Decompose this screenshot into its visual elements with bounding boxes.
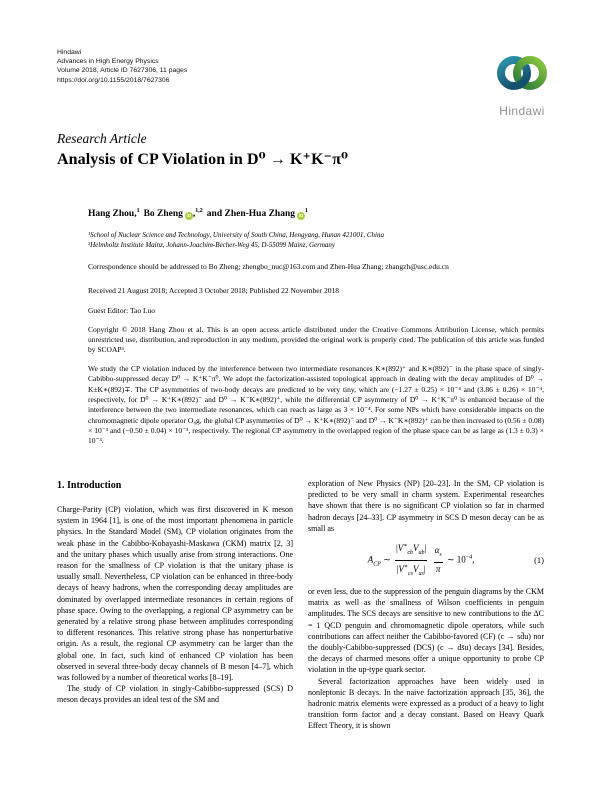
hindawi-rings-icon — [493, 50, 551, 98]
affiliations — [88, 231, 384, 250]
publisher-name: Hindawi — [57, 49, 82, 56]
orcid-icon[interactable]: iD — [186, 213, 192, 219]
eq-numerator: $\alpha_s$ — [434, 545, 443, 563]
eq-subscript: CP — [373, 561, 381, 568]
intro-paragraph-5: Several factorization approaches have been widely used in nonleptonic B decays. In the naive factorization approach [35, 36], the hadronic matrix elements were expressed as a product of a heavy to light transition form factor and a decay constant. Based on Heavy Quark Effect Theory, it is shown — [308, 676, 544, 731]
doi-link[interactable]: https://doi.org/10.1155/2018/7627306 — [57, 76, 170, 84]
eq-similar-sign: ∼ — [383, 554, 391, 565]
eq-denominator: π — [435, 564, 441, 575]
author-line — [88, 208, 312, 220]
eq-denominator: $|V^∗_{cs}V_{us}|$ — [396, 564, 426, 577]
hindawi-wordmark: Hindawi — [499, 104, 545, 118]
intro-paragraph-4: or even less, due to the suppression of the penguin diagrams by the CKM matrix as well as the smallness of Wilson coefficients in penguin amplitudes. The SCS decays are sensitive to new contributions to the ΔC = 1 QCD penguin and chromomagnetic dipole operators, while such contributions can affect neither the Cabibbo-favored (CF) (c → sd̄u) nor the doubly-Cabibbo-suppressed (DCS) (c → ds̄u) decays [34]. Besides, the decays of charmed mesons offer a unique opportunity to probe CP violation in the up-type quark sector. — [308, 587, 544, 675]
eq-symbol: A — [367, 554, 374, 565]
affiliation-2: ²Helmholtz Institute Mainz, Johann-Joachim-Becher-Weg 45, D-55099 Mainz, Germany — [88, 240, 336, 249]
email-link-bo-zheng[interactable]: zhengbo_nuc@163.com — [242, 262, 316, 271]
right-column — [308, 478, 544, 732]
intro-paragraph-1: Charge-Parity (CP) violation, which was first discovered in K meson system in 1964 [1], is one of the most important phenomena in particle physics. In the Standard Model (SM), CP violation originates from the weak phase in the Cabibbo-Kobayashi-Maskawa (CKM) matrix [2, 3] and the unitary phases which usually arise from strong interactions. One reason for the smallness of CP violation is that the unitary phase is usually small. Nevertheless, CP violation can be enhanced in three-body decays of heavy hadrons, when the corresponding decay amplitudes are dominated by overlapped intermediate resonances in certain regions of phase space. Owing to the overlapping, a regional CP asymmetry can be generated by a relative strong phase between amplitudes corresponding to different resonances. This relative strong phase has nonperturbative origin. As a result, the regional CP asymmetry can be larger than the global one. In fact, such kind of enhanced CP violation has been observed in several three-body decay channels of B meson [4–7], which was followed by a number of theoretical works [8–19]. — [57, 505, 293, 683]
guest-editor-line: Guest Editor: Tao Luo — [88, 306, 156, 315]
left-column — [57, 478, 293, 732]
journal-name: Advances in High Energy Physics — [57, 58, 159, 66]
author-zhen-hua-zhang: and Zhen-Hua Zhang iD $^1$ — [206, 208, 308, 220]
correspondence-line: Correspondence should be addressed to Bo Zheng; zhengbo_nuc@163.com and Zhen-Hua Zhang; zhangzh@usc.edu.cn — [88, 262, 449, 271]
equation-number: (1) — [534, 554, 544, 565]
copyright-notice: Copyright © 2018 Hang Zhou et al. This is an open access article distributed under the Creative Commons Attribution License, which permits unrestricted use, distribution, and reproduction in any medium, provided the original work is properly cited. The publication of this article was funded by SCOAP³. — [88, 325, 544, 354]
email-link-zhen-hua-zhang[interactable]: zhangzh@usc.edu.cn — [385, 262, 449, 271]
orcid-icon[interactable]: iD — [298, 213, 304, 219]
page-title: Analysis of CP Violation in D⁰ → K⁺K⁻π⁰ — [57, 151, 349, 168]
section-heading-introduction: 1. Introduction — [57, 480, 122, 491]
intro-paragraph-2: The study of CP violation in singly-Cabibbo-suppressed (SCS) D meson decays provides an ideal test of the SM and — [57, 684, 293, 705]
eq-fraction-ckm — [395, 541, 427, 580]
hindawi-logo — [482, 50, 562, 118]
author-hang-zhou: Hang Zhou,$^1$ — [88, 208, 140, 220]
equation-1 — [308, 541, 544, 580]
eq-numerator: $|V^∗_{cb}V_{ub}|$ — [395, 541, 427, 561]
eq-result: ∼ 10 — [446, 554, 466, 565]
eq-exponent: −4 — [465, 554, 473, 561]
eq-fraction-alpha — [434, 545, 443, 575]
intro-paragraph-3: exploration of New Physics (NP) [20–23]. In the SM, CP violation is predicted to be very small in charm system. Experimental researches have shown that there is no significant CP violation so far in charmed hadron decays [24–33]. CP asymmetry in SCS D meson decay can be as small as — [308, 479, 544, 533]
affiliation-1: ¹School of Nuclear Science and Technology, University of South China, Hengyang, Hunan 421001, China — [88, 231, 384, 239]
author-bo-zheng: Bo Zheng iD ,$^{1,2}$ — [143, 208, 203, 220]
equation-1-body: $A_{CP}$ ∼ $\frac{|V^∗_{cb}V_{ub}|}{|V^∗_{cs}V_{us}|}$ $\frac{\alpha_s}{\pi}$ ∼ $10^{-4}$, — [308, 541, 534, 580]
article-type-label: Research Article — [57, 131, 147, 146]
masthead — [57, 48, 187, 85]
volume-line: Volume 2018, Article ID 7627306, 11 pages — [57, 67, 188, 75]
abstract: We study the CP violation induced by the interference between two intermediate resonances K∗(892)⁺ and K∗(892)⁻ in the phase space of singly-Cabibbo-suppressed decay D⁰ → K⁺K⁻π⁰. We adopt the factorization-assisted topological approach in dealing with the decay amplitudes of D⁰ → K±K∗(892)∓. The CP asymmetries of two-body decays are predicted to be very tiny, which are (−1.27 ± 0.25) × 10⁻⁴ and (3.86 ± 0.26) × 10⁻⁴, respectively, for D⁰ → K⁺K∗(892)⁻ and D⁰ → K⁻K∗(892)⁺, while the differential CP asymmetry of D⁰ → K⁺K⁻π⁰ is enhanced because of the interference between the two intermediate resonances, which can reach as large as 3 × 10⁻⁴. For some NPs which have considerable impacts on the chromomagnetic dipole operator O₈g, the global CP asymmetries of D⁰ → K⁺K∗(892)⁻ and D⁰ → K⁻K∗(892)⁺ can be then increased to (0.56 ± 0.08) × 10⁻³ and (−0.50 ± 0.04) × 10⁻³, respectively. The regional CP asymmetry in the overlapped region of the phase space can be as large as (1.3 ± 0.3) × 10⁻³. — [88, 364, 544, 446]
history-line: Received 21 August 2018; Accepted 3 October 2018; Published 22 November 2018 — [88, 286, 339, 295]
body-columns — [57, 478, 544, 732]
